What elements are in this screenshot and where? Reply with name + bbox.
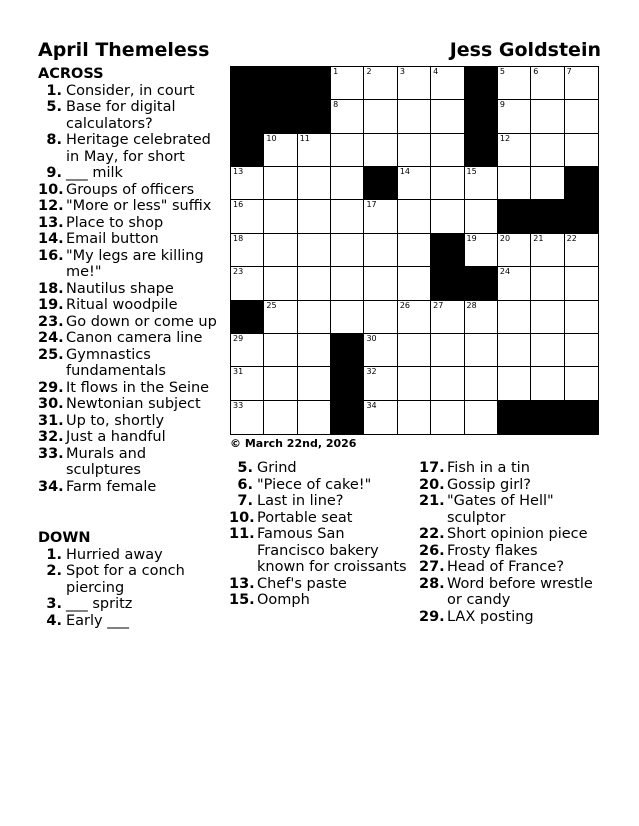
grid-cell[interactable] bbox=[531, 134, 564, 167]
across-clue[interactable] bbox=[38, 83, 223, 100]
clue-text: "Gates of Hell" sculptor bbox=[447, 493, 554, 526]
cell-number: 6 bbox=[533, 67, 539, 76]
across-clue[interactable] bbox=[38, 413, 223, 430]
clue-number: 5. bbox=[46, 99, 62, 115]
clue-number: 16. bbox=[38, 247, 64, 264]
grid-cell[interactable] bbox=[364, 234, 397, 267]
across-clue[interactable] bbox=[38, 132, 223, 165]
black-square bbox=[431, 267, 464, 300]
grid-cell[interactable] bbox=[465, 301, 498, 334]
grid-cell[interactable] bbox=[431, 100, 464, 133]
grid-cell[interactable] bbox=[231, 167, 264, 200]
down-clue[interactable] bbox=[419, 576, 604, 609]
grid-cell[interactable] bbox=[364, 100, 397, 133]
grid-cell[interactable] bbox=[398, 367, 431, 400]
clue-text: ___ spritz bbox=[66, 596, 133, 612]
black-square bbox=[298, 100, 331, 133]
across-clue[interactable] bbox=[38, 330, 223, 347]
grid-cell[interactable] bbox=[398, 200, 431, 233]
clue-number: 13. bbox=[38, 214, 64, 231]
grid-cell[interactable] bbox=[231, 234, 264, 267]
clue-text: Gossip girl? bbox=[447, 476, 531, 493]
black-square bbox=[465, 100, 498, 133]
across-clue[interactable] bbox=[38, 182, 223, 199]
cell-number: 14 bbox=[399, 167, 410, 177]
down-clue[interactable] bbox=[229, 510, 414, 527]
clue-text: LAX posting bbox=[447, 608, 534, 625]
grid-cell[interactable] bbox=[298, 334, 331, 367]
grid-cell[interactable] bbox=[364, 334, 397, 367]
clue-text: Oomph bbox=[257, 592, 310, 608]
down-clue[interactable] bbox=[229, 592, 414, 609]
clue-number: 25. bbox=[38, 346, 64, 363]
grid-cell[interactable] bbox=[231, 401, 264, 434]
clue-text: Famous San Francisco bakery known for croissants bbox=[257, 526, 407, 575]
down-clue[interactable] bbox=[229, 526, 414, 576]
grid-cell[interactable] bbox=[498, 334, 531, 367]
grid-cell[interactable] bbox=[331, 100, 364, 133]
down-clues-column-3 bbox=[419, 460, 604, 625]
cell-number: 3 bbox=[399, 67, 405, 76]
grid-cell[interactable] bbox=[264, 301, 297, 334]
grid-cell[interactable] bbox=[364, 267, 397, 300]
grid-cell[interactable] bbox=[431, 67, 464, 100]
cell-number: 16 bbox=[233, 200, 244, 210]
grid-cell[interactable] bbox=[364, 200, 397, 233]
grid-cell[interactable] bbox=[465, 334, 498, 367]
grid-cell[interactable] bbox=[398, 167, 431, 200]
clue-text: "More or less" suffix bbox=[66, 198, 212, 214]
black-square bbox=[498, 200, 531, 233]
black-square bbox=[231, 134, 264, 167]
grid-cell[interactable] bbox=[531, 67, 564, 100]
cell-number: 33 bbox=[233, 400, 244, 410]
across-clue[interactable] bbox=[38, 380, 223, 397]
down-clues-column-1 bbox=[38, 530, 223, 629]
down-clue[interactable] bbox=[419, 559, 604, 576]
black-square bbox=[431, 234, 464, 267]
across-clue[interactable] bbox=[38, 446, 223, 479]
cell-number: 19 bbox=[466, 233, 477, 243]
grid-cell[interactable] bbox=[364, 301, 397, 334]
grid-cell[interactable] bbox=[565, 67, 598, 100]
clue-number: 34. bbox=[38, 478, 64, 495]
cell-number: 28 bbox=[466, 300, 477, 310]
cell-number: 24 bbox=[499, 267, 511, 277]
down-clue[interactable] bbox=[38, 547, 223, 564]
grid-cell[interactable] bbox=[431, 134, 464, 167]
clue-number: 9. bbox=[46, 165, 62, 181]
clue-number: 23. bbox=[38, 313, 64, 330]
cell-number: 20 bbox=[499, 233, 511, 243]
grid-cell[interactable] bbox=[465, 367, 498, 400]
black-square bbox=[364, 167, 397, 200]
clue-number: 26. bbox=[419, 542, 445, 559]
grid-cell[interactable] bbox=[431, 401, 464, 434]
grid-cell[interactable] bbox=[498, 67, 531, 100]
clue-text: Email button bbox=[66, 231, 159, 247]
grid-cell[interactable] bbox=[531, 167, 564, 200]
grid-cell[interactable] bbox=[498, 301, 531, 334]
down-clue-list-1 bbox=[38, 547, 223, 630]
cell-number: 10 bbox=[266, 133, 277, 143]
grid-cell[interactable] bbox=[531, 367, 564, 400]
down-clue[interactable] bbox=[229, 477, 414, 494]
down-clue[interactable] bbox=[38, 613, 223, 630]
grid-cell[interactable] bbox=[231, 267, 264, 300]
clue-number: 7. bbox=[237, 493, 253, 509]
black-square bbox=[264, 67, 297, 100]
clue-number: 22. bbox=[419, 526, 445, 542]
copyright-notice: © March 22nd, 2026 bbox=[230, 437, 357, 450]
cell-number: 4 bbox=[433, 67, 439, 76]
grid-cell[interactable] bbox=[298, 301, 331, 334]
clue-number: 17. bbox=[419, 460, 445, 476]
down-clue[interactable] bbox=[38, 563, 223, 596]
grid-cell[interactable] bbox=[331, 134, 364, 167]
across-clue[interactable] bbox=[38, 479, 223, 496]
clue-text: Fish in a tin bbox=[447, 460, 530, 476]
down-heading: DOWN bbox=[38, 530, 91, 546]
cell-number: 12 bbox=[499, 133, 511, 143]
across-clues bbox=[38, 66, 223, 495]
clue-text: Frosty flakes bbox=[447, 542, 538, 559]
grid-cell[interactable] bbox=[231, 334, 264, 367]
clue-text: Chef's paste bbox=[257, 575, 347, 592]
clue-text: Go down or come up bbox=[66, 313, 217, 330]
grid-cell[interactable] bbox=[398, 401, 431, 434]
grid-cell[interactable] bbox=[331, 301, 364, 334]
down-clue[interactable] bbox=[38, 596, 223, 613]
cell-number: 11 bbox=[299, 133, 310, 143]
cell-number: 17 bbox=[366, 200, 377, 210]
grid-cell[interactable] bbox=[264, 401, 297, 434]
across-clue[interactable] bbox=[38, 99, 223, 132]
grid-cell[interactable] bbox=[331, 234, 364, 267]
black-square bbox=[465, 134, 498, 167]
clue-text: Murals and sculptures bbox=[66, 445, 147, 478]
clue-number: 5. bbox=[237, 460, 253, 476]
grid-cell[interactable] bbox=[331, 200, 364, 233]
clue-number: 1. bbox=[46, 546, 62, 563]
grid-cell[interactable] bbox=[431, 200, 464, 233]
grid-cell[interactable] bbox=[498, 367, 531, 400]
grid-cell[interactable] bbox=[331, 67, 364, 100]
clue-text: Ritual woodpile bbox=[66, 297, 178, 313]
clue-text: Grind bbox=[257, 460, 297, 476]
clue-text: Base for digital calculators? bbox=[66, 99, 176, 132]
grid-cell[interactable] bbox=[298, 167, 331, 200]
grid-cell[interactable] bbox=[398, 301, 431, 334]
grid-cell[interactable] bbox=[331, 167, 364, 200]
grid-cell[interactable] bbox=[565, 100, 598, 133]
down-clue-list-3 bbox=[419, 460, 604, 625]
clue-number: 1. bbox=[46, 82, 62, 99]
clue-number: 29. bbox=[419, 608, 445, 625]
grid-cell[interactable] bbox=[465, 234, 498, 267]
grid-cell[interactable] bbox=[565, 134, 598, 167]
grid-cell[interactable] bbox=[498, 234, 531, 267]
down-clue-list-2 bbox=[229, 460, 414, 609]
cell-number: 15 bbox=[466, 167, 477, 177]
grid-cell[interactable] bbox=[364, 401, 397, 434]
clue-text: Farm female bbox=[66, 478, 157, 495]
clue-text: Nautilus shape bbox=[66, 280, 174, 297]
cell-number: 22 bbox=[566, 233, 577, 243]
down-clue[interactable] bbox=[229, 460, 414, 477]
clue-number: 31. bbox=[38, 412, 64, 429]
cell-number: 25 bbox=[266, 300, 277, 310]
grid-cell[interactable] bbox=[398, 234, 431, 267]
grid-cell[interactable] bbox=[231, 367, 264, 400]
across-clue[interactable] bbox=[38, 347, 223, 380]
grid-cell[interactable] bbox=[298, 234, 331, 267]
black-square bbox=[531, 200, 564, 233]
cell-number: 5 bbox=[499, 67, 505, 76]
grid-cell[interactable] bbox=[264, 200, 297, 233]
clue-number: 3. bbox=[46, 596, 62, 612]
cell-number: 26 bbox=[399, 300, 410, 310]
black-square bbox=[565, 167, 598, 200]
clue-number: 30. bbox=[38, 396, 64, 412]
grid-cell[interactable] bbox=[231, 200, 264, 233]
black-square bbox=[298, 67, 331, 100]
down-clue[interactable] bbox=[419, 609, 604, 626]
grid-cell[interactable] bbox=[398, 67, 431, 100]
across-clue[interactable] bbox=[38, 429, 223, 446]
clue-text: Place to shop bbox=[66, 214, 164, 231]
grid-cell[interactable] bbox=[531, 301, 564, 334]
grid-cell[interactable] bbox=[531, 267, 564, 300]
clue-number: 20. bbox=[419, 476, 445, 493]
clue-number: 14. bbox=[38, 231, 64, 247]
cell-number: 2 bbox=[366, 67, 372, 76]
cell-number: 34 bbox=[366, 400, 377, 410]
cell-number: 29 bbox=[233, 333, 244, 343]
cell-number: 27 bbox=[433, 300, 444, 310]
grid-cell[interactable] bbox=[431, 167, 464, 200]
across-clue[interactable] bbox=[38, 281, 223, 298]
grid-cell[interactable] bbox=[331, 267, 364, 300]
grid-cell[interactable] bbox=[465, 401, 498, 434]
down-clue[interactable] bbox=[229, 493, 414, 510]
cell-number: 8 bbox=[333, 100, 339, 110]
clue-number: 33. bbox=[38, 445, 64, 462]
clue-number: 6. bbox=[237, 476, 253, 493]
across-clue[interactable] bbox=[38, 396, 223, 413]
grid-cell[interactable] bbox=[264, 334, 297, 367]
clue-number: 2. bbox=[46, 563, 62, 579]
black-square bbox=[465, 267, 498, 300]
cell-number: 23 bbox=[233, 267, 244, 277]
clue-text: It flows in the Seine bbox=[66, 379, 210, 396]
grid-cell[interactable] bbox=[398, 267, 431, 300]
clue-text: Short opinion piece bbox=[447, 526, 588, 542]
across-clue-list bbox=[38, 83, 223, 496]
clue-text: Spot for a conch piercing bbox=[66, 563, 185, 596]
clue-text: Newtonian subject bbox=[66, 396, 201, 412]
down-clue[interactable] bbox=[419, 477, 604, 494]
clue-number: 12. bbox=[38, 198, 64, 214]
down-clue[interactable] bbox=[419, 526, 604, 543]
clue-number: 8. bbox=[46, 132, 62, 148]
grid-cell[interactable] bbox=[531, 100, 564, 133]
clue-text: "Piece of cake!" bbox=[257, 476, 372, 493]
clue-number: 15. bbox=[229, 592, 255, 608]
clue-number: 28. bbox=[419, 575, 445, 592]
cell-number: 30 bbox=[366, 333, 377, 343]
grid-cell[interactable] bbox=[298, 200, 331, 233]
clue-text: ___ milk bbox=[66, 165, 123, 181]
grid-cell[interactable] bbox=[298, 367, 331, 400]
cell-number: 7 bbox=[566, 67, 572, 76]
clue-text: Up to, shortly bbox=[66, 412, 165, 429]
grid-cell[interactable] bbox=[498, 267, 531, 300]
across-clue[interactable] bbox=[38, 248, 223, 281]
clue-number: 10. bbox=[38, 181, 64, 198]
grid-cell[interactable] bbox=[364, 367, 397, 400]
black-square bbox=[531, 401, 564, 434]
cell-number: 32 bbox=[366, 367, 377, 377]
grid-cell[interactable] bbox=[531, 334, 564, 367]
across-clue[interactable] bbox=[38, 231, 223, 248]
clue-text: Heritage celebrated in May, for short bbox=[66, 132, 211, 165]
grid-cell[interactable] bbox=[264, 234, 297, 267]
black-square bbox=[465, 67, 498, 100]
across-heading: ACROSS bbox=[38, 66, 104, 82]
clue-text: Head of France? bbox=[447, 559, 565, 575]
grid-cell[interactable] bbox=[465, 167, 498, 200]
across-clue[interactable] bbox=[38, 314, 223, 331]
grid-cell[interactable] bbox=[398, 100, 431, 133]
across-clue[interactable] bbox=[38, 215, 223, 232]
clue-number: 4. bbox=[46, 612, 62, 629]
clue-text: Portable seat bbox=[257, 509, 353, 526]
clue-text: Gymnastics fundamentals bbox=[66, 346, 166, 379]
grid-cell[interactable] bbox=[465, 200, 498, 233]
grid-cell[interactable] bbox=[398, 134, 431, 167]
clue-number: 19. bbox=[38, 297, 64, 313]
grid-cell[interactable] bbox=[264, 134, 297, 167]
down-clues-column-2 bbox=[229, 460, 414, 609]
grid-cell[interactable] bbox=[364, 134, 397, 167]
black-square bbox=[231, 67, 264, 100]
clue-number: 11. bbox=[229, 526, 255, 542]
black-square bbox=[331, 367, 364, 400]
clue-text: Last in line? bbox=[257, 493, 344, 509]
clue-number: 10. bbox=[229, 509, 255, 526]
grid-cell[interactable] bbox=[298, 401, 331, 434]
grid-cell[interactable] bbox=[498, 134, 531, 167]
grid-cell[interactable] bbox=[264, 167, 297, 200]
grid-cell[interactable] bbox=[431, 334, 464, 367]
grid-cell[interactable] bbox=[264, 367, 297, 400]
clue-number: 27. bbox=[419, 559, 445, 575]
grid-cell[interactable] bbox=[364, 67, 397, 100]
cell-number: 1 bbox=[333, 67, 339, 76]
clue-text: Groups of officers bbox=[66, 181, 195, 198]
grid-cell[interactable] bbox=[431, 301, 464, 334]
clue-text: "My legs are killing me!" bbox=[66, 247, 204, 280]
puzzle-title: April Themeless bbox=[38, 39, 210, 61]
grid-cell[interactable] bbox=[565, 367, 598, 400]
grid-cell[interactable] bbox=[498, 167, 531, 200]
grid-cell[interactable] bbox=[565, 334, 598, 367]
grid-cell[interactable] bbox=[531, 234, 564, 267]
grid-cell[interactable] bbox=[398, 334, 431, 367]
grid-cell[interactable] bbox=[264, 267, 297, 300]
clue-text: Word before wrestle or candy bbox=[447, 575, 593, 608]
clue-number: 21. bbox=[419, 493, 445, 509]
clue-text: Canon camera line bbox=[66, 330, 203, 346]
grid-cell[interactable] bbox=[298, 267, 331, 300]
crossword-grid[interactable] bbox=[230, 66, 599, 435]
grid-cell[interactable] bbox=[565, 267, 598, 300]
cell-number: 21 bbox=[533, 233, 544, 243]
clue-text: Early ___ bbox=[66, 612, 129, 629]
black-square bbox=[565, 200, 598, 233]
down-clue[interactable] bbox=[419, 493, 604, 526]
black-square bbox=[498, 401, 531, 434]
clue-number: 32. bbox=[38, 429, 64, 445]
clue-text: Hurried away bbox=[66, 546, 163, 563]
cell-number: 9 bbox=[499, 100, 505, 110]
clue-text: Consider, in court bbox=[66, 82, 195, 99]
cell-number: 18 bbox=[233, 233, 244, 243]
black-square bbox=[565, 401, 598, 434]
clue-number: 24. bbox=[38, 330, 64, 346]
black-square bbox=[331, 401, 364, 434]
down-clue[interactable] bbox=[229, 576, 414, 593]
black-square bbox=[331, 334, 364, 367]
cell-number: 31 bbox=[233, 367, 244, 377]
clue-number: 29. bbox=[38, 379, 64, 396]
across-clue[interactable] bbox=[38, 297, 223, 314]
clue-number: 13. bbox=[229, 575, 255, 592]
down-clue[interactable] bbox=[419, 460, 604, 477]
down-clue[interactable] bbox=[419, 543, 604, 560]
black-square bbox=[264, 100, 297, 133]
cell-number: 13 bbox=[233, 167, 244, 177]
grid-cell[interactable] bbox=[498, 100, 531, 133]
black-square bbox=[231, 301, 264, 334]
across-clue[interactable] bbox=[38, 165, 223, 182]
clue-text: Just a handful bbox=[66, 429, 166, 445]
puzzle-author: Jess Goldstein bbox=[449, 39, 601, 61]
across-clue[interactable] bbox=[38, 198, 223, 215]
grid-cell[interactable] bbox=[431, 367, 464, 400]
black-square bbox=[231, 100, 264, 133]
grid-cell[interactable] bbox=[298, 134, 331, 167]
grid-cell[interactable] bbox=[565, 301, 598, 334]
grid-cell[interactable] bbox=[565, 234, 598, 267]
clue-number: 18. bbox=[38, 280, 64, 297]
